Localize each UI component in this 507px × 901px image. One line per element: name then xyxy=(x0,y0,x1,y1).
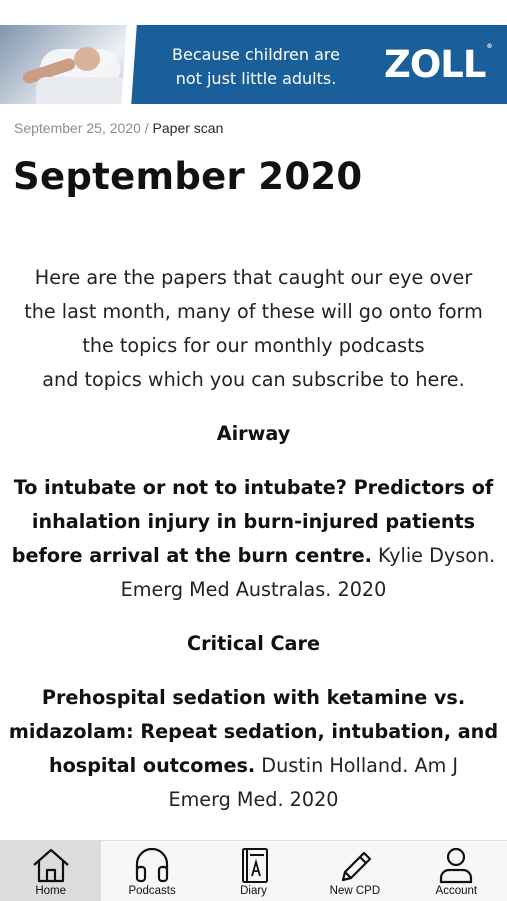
zoll-logo xyxy=(384,43,491,86)
banner-tagline xyxy=(146,43,366,91)
tagline-line: Because children are xyxy=(172,45,340,64)
brand-name: ZOLL xyxy=(384,43,486,86)
tab-account[interactable] xyxy=(406,841,507,901)
paper-title-line[interactable]: To intubate or not to intubate? Predictors of xyxy=(13,476,494,499)
tab-label: Podcasts xyxy=(128,885,176,897)
bottom-tab-bar xyxy=(0,840,507,901)
tab-label: New CPD xyxy=(329,885,381,897)
tagline-line: not just little adults. xyxy=(175,69,337,88)
ad-banner[interactable] xyxy=(0,25,507,104)
intro-line: the topics for our monthly podcasts xyxy=(82,334,425,357)
intro-paragraph xyxy=(8,261,499,397)
paper-title-line[interactable]: Prehospital sedation with ketamine vs. xyxy=(41,686,466,709)
paper-journal: Emerg Med Australas. 2020 xyxy=(120,578,387,601)
page-title: September 2020 xyxy=(13,155,363,198)
tab-home[interactable] xyxy=(0,841,101,901)
banner-photo xyxy=(0,25,128,104)
registered-mark: ® xyxy=(486,43,492,50)
tab-new-cpd[interactable] xyxy=(304,841,405,901)
paper-journal: Emerg Med. 2020 xyxy=(168,788,339,811)
intro-line: Here are the papers that caught our eye over xyxy=(34,266,473,289)
home-icon xyxy=(31,846,71,884)
intro-line: the last month, many of these will go onto form xyxy=(24,300,483,323)
person-icon xyxy=(436,846,476,884)
tab-diary[interactable] xyxy=(203,841,304,901)
intro-line: and topics which you can subscribe to here. xyxy=(42,368,465,391)
pencil-icon xyxy=(335,846,375,884)
post-category-link[interactable]: Paper scan xyxy=(152,120,224,136)
paper-title-line[interactable]: midazolam: Repeat sedation, intubation, and xyxy=(8,720,499,743)
tab-podcasts[interactable] xyxy=(101,841,202,901)
meta-separator: / xyxy=(144,120,149,136)
tab-label: Home xyxy=(35,885,67,897)
tab-label: Account xyxy=(435,885,478,897)
paper-title-line[interactable]: inhalation injury in burn-injured patients xyxy=(31,510,476,533)
headphones-icon xyxy=(132,846,172,884)
paper-title-line[interactable]: before arrival at the burn centre. xyxy=(11,544,372,567)
tab-label: Diary xyxy=(240,885,267,897)
section-heading-critical-care: Critical Care xyxy=(187,632,320,655)
paper-author: Kylie Dyson. xyxy=(377,544,496,567)
paper-entry xyxy=(8,681,499,817)
post-date: September 25, 2020 xyxy=(14,120,141,136)
diary-icon xyxy=(234,846,274,884)
post-meta xyxy=(14,120,223,136)
paper-title-line[interactable]: hospital outcomes. xyxy=(48,754,256,777)
paper-entry xyxy=(8,471,499,607)
paper-author: Dustin Holland. Am J xyxy=(261,754,459,777)
section-heading-airway: Airway xyxy=(216,422,291,445)
article-body xyxy=(8,261,499,817)
